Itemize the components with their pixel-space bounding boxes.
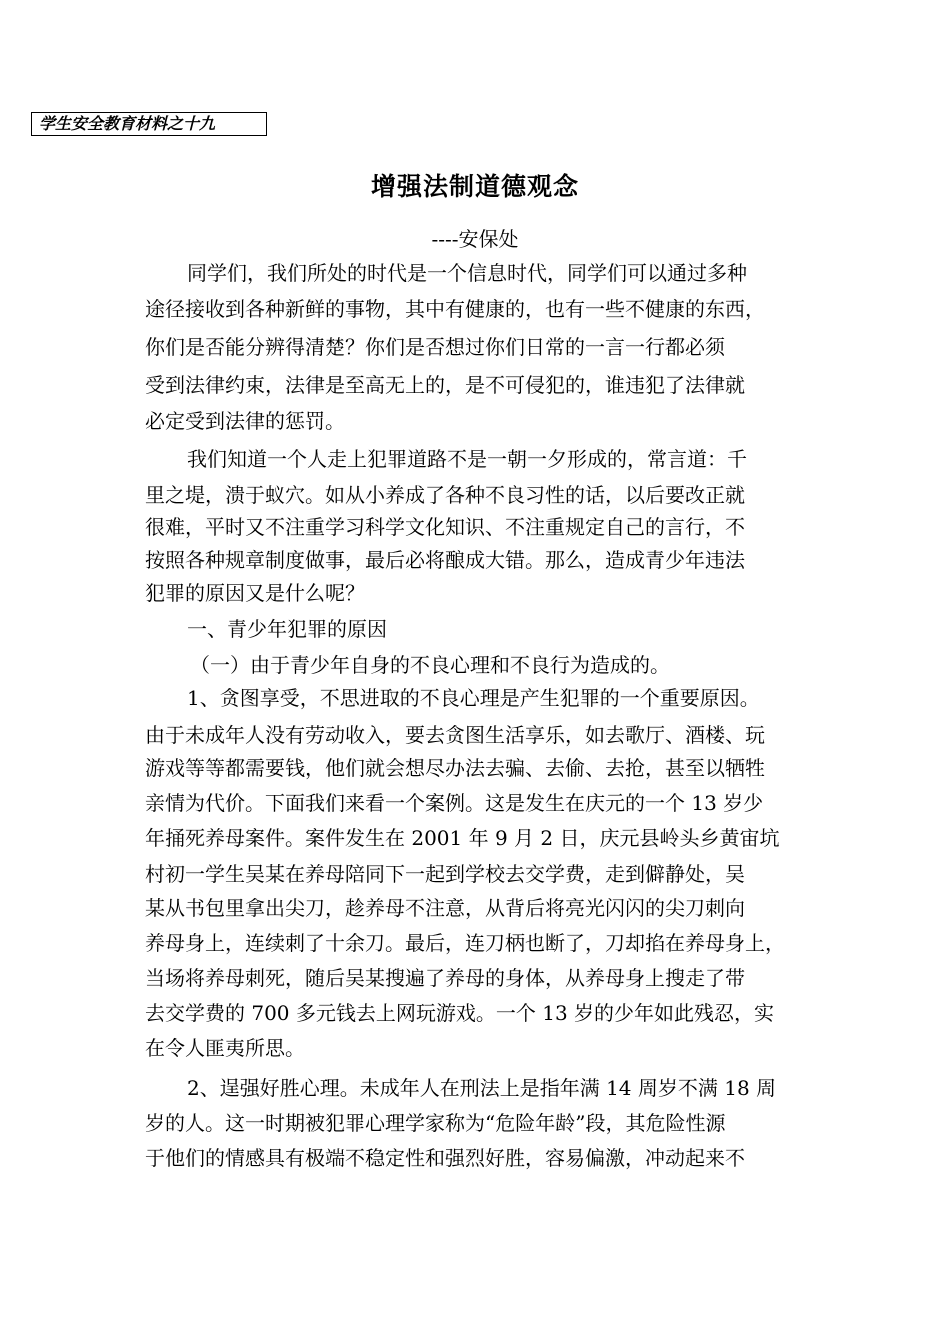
paragraph-line: 途径接收到各种新鲜的事物，其中有健康的，也有一些不健康的东西， (145, 297, 765, 321)
paragraph-line: 我们知道一个人走上犯罪道路不是一朝一夕形成的，常言道：千 (187, 447, 747, 471)
paragraph-line: 年捅死养母案件。案件发生在 2001 年 9 月 2 日，庆元县岭头乡黄宙坑 (145, 826, 780, 850)
paragraph-line: 养母身上，连续刺了十余刀。最后，连刀柄也断了，刀却掐在养母身上， (145, 931, 785, 955)
paragraph-line: 村初一学生吴某在养母陪同下一起到学校去交学费，走到僻静处，吴 (145, 862, 745, 886)
paragraph-line: 游戏等等都需要钱，他们就会想尽办法去骗、去偷、去抢，甚至以牺牲 (145, 756, 765, 780)
subsection-heading: （一）由于青少年自身的不良心理和不良行为造成的。 (190, 653, 670, 677)
paragraph-line: 由于未成年人没有劳动收入，要去贪图生活享乐，如去歌厅、酒楼、玩 (145, 723, 765, 747)
paragraph-line: 里之堤，溃于蚁穴。如从小养成了各种不良习性的话，以后要改正就 (145, 483, 745, 507)
paragraph-line: 你们是否能分辨得清楚？你们是否想过你们日常的一言一行都必须 (145, 335, 725, 359)
document-series-tag: 学生安全教育材料之十九 (31, 112, 267, 136)
paragraph-line: 某从书包里拿出尖刀，趁养母不注意，从背后将亮光闪闪的尖刀刺向 (145, 896, 745, 920)
paragraph-line: 必定受到法律的惩罚。 (145, 409, 345, 433)
paragraph-line: 很难，平时又不注重学习科学文化知识、不注重规定自己的言行，不 (145, 515, 745, 539)
paragraph-line: 1、贪图享受，不思进取的不良心理是产生犯罪的一个重要原因。 (187, 686, 760, 710)
section-heading: 一、青少年犯罪的原因 (187, 617, 387, 641)
document-author: ----安保处 (431, 227, 519, 251)
paragraph-line: 按照各种规章制度做事，最后必将酿成大错。那么，造成青少年违法 (145, 548, 745, 572)
paragraph-line: 去交学费的 700 多元钱去上网玩游戏。一个 13 岁的少年如此残忍，实 (145, 1001, 775, 1025)
paragraph-line: 岁的人。这一时期被犯罪心理学家称为“危险年龄”段，其危险性源 (145, 1111, 726, 1135)
paragraph-line: 同学们，我们所处的时代是一个信息时代，同学们可以通过多种 (187, 261, 747, 285)
paragraph-line: 当场将养母刺死，随后吴某搜遍了养母的身体，从养母身上搜走了带 (145, 966, 745, 990)
paragraph-line: 受到法律约束，法律是至高无上的，是不可侵犯的，谁违犯了法律就 (145, 373, 745, 397)
paragraph-line: 在令人匪夷所思。 (145, 1036, 305, 1060)
paragraph-line: 亲情为代价。下面我们来看一个案例。这是发生在庆元的一个 13 岁少 (145, 791, 764, 815)
paragraph-line: 2、逞强好胜心理。未成年人在刑法上是指年满 14 周岁不满 18 周 (187, 1076, 777, 1100)
paragraph-line: 犯罪的原因又是什么呢？ (145, 581, 365, 605)
document-title: 增强法制道德观念 (370, 172, 579, 201)
paragraph-line: 于他们的情感具有极端不稳定性和强烈好胜，容易偏激，冲动起来不 (145, 1146, 745, 1170)
